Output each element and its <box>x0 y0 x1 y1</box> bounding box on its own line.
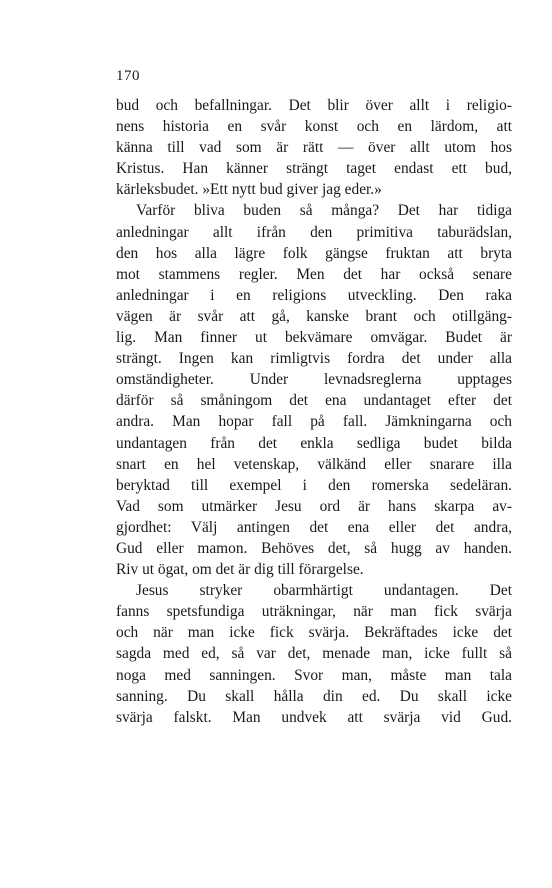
text-line: omständigheter. Under levnadsreglerna upptages <box>116 371 512 389</box>
text-line: anledningar i en religions utveckling. Den raka <box>116 286 512 304</box>
text-line: noga med sanningen. Svor man, måste man tala <box>116 666 512 684</box>
text-line: därför så småningom det ena undantaget efter det <box>116 392 512 410</box>
text-line: Varför bliva buden så många? Det har tidiga <box>136 202 512 220</box>
text-line: snart en hel vetenskap, välkänd eller snarare illa <box>116 455 512 473</box>
text-line: sagda med ed, så var det, menade man, icke fullt så <box>116 645 512 663</box>
text-line: sanning. Du skall hålla din ed. Du skall icke <box>116 687 512 705</box>
text-line: Gud eller mamon. Behöves det, så hugg av handen. <box>116 539 512 557</box>
text-line: strängt. Ingen kan rimligtvis fordra det under alla <box>116 350 512 368</box>
text-line: kärleksbudet. »Ett nytt bud giver jag eder.» <box>116 181 382 199</box>
text-line: anledningar allt ifrån den primitiva taburädslan, <box>116 223 512 241</box>
text-line: fanns spetsfundiga uträkningar, när man fick svärja <box>116 603 512 621</box>
text-line: vägen är svår att gå, kanske brant och otillgäng- <box>116 307 512 325</box>
text-line: lig. Man finner ut bekvämare omvägar. Budet är <box>116 329 512 347</box>
text-line: gjordhet: Välj antingen det ena eller det andra, <box>116 518 512 536</box>
text-line: mot stammens regler. Men det har också senare <box>116 265 512 283</box>
text-line: beryktad till exempel i den romerska sedeläran. <box>116 476 512 494</box>
text-line: Jesus stryker obarmhärtigt undantagen. Det <box>136 582 512 600</box>
text-line: Riv ut ögat, om det är dig till förargelse. <box>116 561 364 579</box>
text-line: undantagen från det enkla sedliga budet bilda <box>116 434 512 452</box>
text-line: svärja falskt. Man undvek att svärja vid Gud. <box>116 708 512 726</box>
text-line: Vad som utmärker Jesu ord är hans skarpa av- <box>116 497 512 515</box>
text-line: Kristus. Han känner strängt taget endast ett bud, <box>116 160 512 178</box>
page-number: 170 <box>116 68 140 84</box>
body-text <box>116 95 512 728</box>
text-line: och när man icke fick svärja. Bekräftades icke det <box>116 624 512 642</box>
text-line: bud och befallningar. Det blir över allt i religio- <box>116 97 512 114</box>
text-line: nens historia en svår konst och en lärdom, att <box>116 118 512 136</box>
text-line: den hos alla lägre folk gängse fruktan att bryta <box>116 244 512 262</box>
text-line: andra. Man hopar fall på fall. Jämkningarna och <box>116 413 512 431</box>
text-line: känna till vad som är rätt — över allt utom hos <box>116 139 512 157</box>
